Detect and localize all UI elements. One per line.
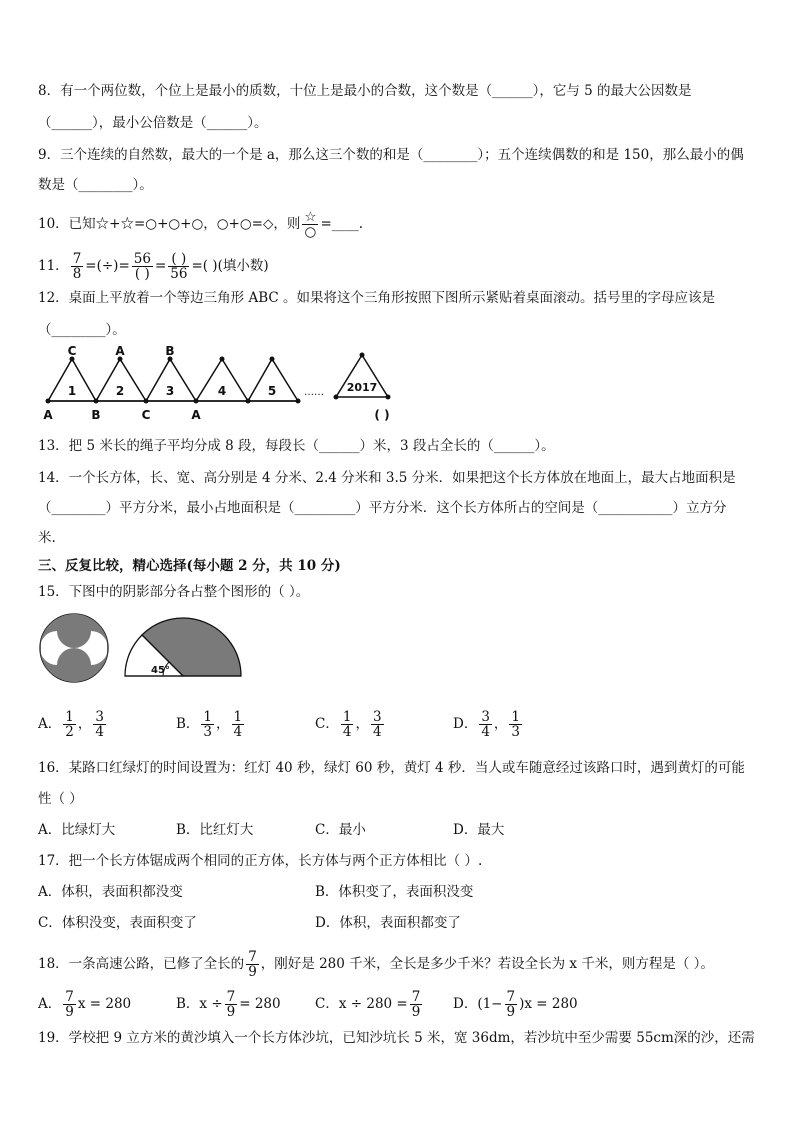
- q15-option-letter: D．: [453, 716, 478, 732]
- q11-mid-2: =: [154, 258, 167, 274]
- top-label: B: [165, 345, 175, 358]
- q15-frac: [371, 710, 384, 739]
- q18-frac-num: 7: [248, 949, 257, 965]
- q17-option-c[interactable]: C．体积没变，表面积变了: [38, 915, 197, 931]
- q18-frac: [63, 990, 76, 1019]
- q15-frac-num: 3: [95, 709, 104, 725]
- triangle-number: 1: [67, 384, 77, 398]
- q18-option-letter: B．: [176, 996, 200, 1012]
- q18-frac: [505, 990, 518, 1019]
- q15-frac: [63, 710, 76, 739]
- q16-option-d[interactable]: D．最大: [453, 822, 505, 838]
- q15-frac-num: 3: [481, 709, 490, 725]
- q18-option-letter: C．: [315, 996, 339, 1012]
- q15-option-b[interactable]: [176, 710, 246, 739]
- q11-f3-den: 56: [170, 266, 188, 282]
- vertex-dot: [46, 399, 51, 404]
- q18-frac-den: 9: [248, 964, 257, 980]
- question-14-line-2: （________）平方分米，最小占地面积是（_________）平方分米．这个长方体所占的空间是（___________）立方分: [38, 500, 727, 516]
- question-18-stem: [38, 950, 714, 979]
- q18-stem-pre: 18．一条高速公路，已修了全长的: [38, 956, 245, 972]
- q10-suffix: =____.: [320, 216, 364, 232]
- triangle-number: 4: [217, 384, 227, 398]
- question-15-stem: 15．下图中的阴影部分各占整个图形的（ ）。: [38, 584, 310, 600]
- vertex-dot: [194, 399, 199, 404]
- q18-frac-num: 7: [65, 989, 74, 1005]
- q18-frac-den: 9: [411, 1004, 421, 1020]
- q16-option-c[interactable]: C．最小: [315, 822, 366, 838]
- answer-paren: ( ): [374, 408, 390, 422]
- q15-sep: ，: [493, 716, 508, 732]
- vertex-dot: [144, 399, 149, 404]
- q15-frac: [479, 710, 492, 739]
- q15-frac: [341, 710, 354, 739]
- q15-frac-den: 3: [203, 724, 213, 740]
- q11-f3-num: ( ): [168, 252, 189, 267]
- triangle-number: 3: [165, 384, 175, 398]
- q11-fraction-1: [71, 252, 84, 281]
- q15-frac-num: 1: [342, 709, 352, 725]
- question-9-line-2: 数是（________）。: [38, 177, 153, 193]
- q18-option-text: x ÷: [199, 996, 223, 1012]
- q15-frac-den: 3: [511, 724, 521, 740]
- vertex-dot: [360, 353, 365, 358]
- q18-frac: [410, 990, 423, 1019]
- q17-option-b[interactable]: B．体积变了，表面积没变: [315, 884, 474, 900]
- top-label: C: [67, 345, 77, 358]
- triangle-2017-number: 2017: [346, 381, 378, 394]
- q18-option-letter: A．: [38, 996, 62, 1012]
- q18-frac-num: 7: [411, 989, 421, 1005]
- q11-suffix: =( )(填小数): [191, 258, 269, 274]
- q11-fraction-2: [132, 252, 153, 281]
- triangle-number: 5: [267, 384, 277, 398]
- section-3-title: 三、反复比较，精心选择(每小题 2 分，共 10 分): [38, 558, 341, 574]
- question-12-line-2: （________）。: [38, 322, 126, 338]
- q15-frac-num: 1: [203, 709, 213, 725]
- vertex-dot: [386, 395, 391, 400]
- q18-option-b[interactable]: [176, 990, 281, 1019]
- q11-fraction-3: [168, 252, 189, 281]
- q18-option-text: (1−: [477, 996, 503, 1012]
- question-14-line-3: 米.: [38, 530, 56, 546]
- q11-mid-1: =(÷)=: [85, 258, 130, 274]
- q15-frac-num: 1: [65, 709, 74, 725]
- q18-frac-den: 9: [65, 1004, 74, 1020]
- q11-f1-den: 8: [72, 266, 82, 282]
- question-16-line-1: 16．某路口红绿灯的时间设置为：红灯 40 秒，绿灯 60 秒，黄灯 4 秒．当人或车随意经过该路口时，遇到黄灯的可能: [38, 760, 745, 776]
- q15-frac-den: 4: [95, 724, 104, 740]
- vertex-dot: [334, 395, 339, 400]
- triangle-number: 2: [115, 384, 125, 398]
- q18-option-text: x = 280: [77, 996, 132, 1012]
- q15-option-c[interactable]: [315, 710, 386, 739]
- q18-option-letter: D．: [453, 996, 478, 1012]
- q15-frac-den: 4: [233, 724, 243, 740]
- q15-sep: ，: [355, 716, 369, 732]
- vertex-dot: [220, 357, 225, 362]
- vertex-dot: [94, 399, 99, 404]
- q11-f1-num: 7: [72, 251, 82, 267]
- q15-frac-num: 1: [233, 709, 243, 725]
- q17-option-d[interactable]: D．体积，表面积都变了: [315, 915, 461, 931]
- ellipsis: ……: [304, 387, 324, 398]
- vertex-dot: [296, 399, 301, 404]
- q15-frac: [93, 710, 106, 739]
- angle-label: 45°: [151, 665, 170, 676]
- q10-frac-num: ☆: [304, 209, 317, 225]
- q17-option-a[interactable]: A．体积，表面积都没变: [38, 884, 183, 900]
- q15-option-d[interactable]: [453, 710, 524, 739]
- question-17-stem: 17．把一个长方体锯成两个相同的正方体，长方体与两个正方体相比（ ）.: [38, 853, 483, 869]
- q11-prefix: 11．: [38, 258, 69, 274]
- q15-frac: [509, 710, 522, 739]
- q15-frac-num: 1: [511, 709, 521, 725]
- q11-f2-num: 56: [133, 251, 151, 267]
- q18-option-d[interactable]: [453, 990, 578, 1019]
- question-9-line-1: 9．三个连续的自然数，最大的一个是 a，那么这三个数的和是（________）；五个连续偶数的和是 150，那么最小的偶: [38, 147, 744, 163]
- q18-option-a[interactable]: [38, 990, 131, 1019]
- q15-option-letter: A．: [38, 716, 62, 732]
- question-19-line-1: 19．学校把 9 立方米的黄沙填入一个长方体沙坑，已知沙坑长 5 米，宽 36dm，若沙坑中至少需要 55cm深的沙，还需: [38, 1030, 755, 1046]
- q15-frac-den: 4: [372, 724, 382, 740]
- q11-f2-den: ( ): [134, 266, 150, 282]
- question-8-line-1: 8．有一个两位数，个位上是最小的质数，十位上是最小的合数，这个数是（______），它与 5 的最大公因数是: [38, 83, 692, 99]
- q18-frac-num: 7: [226, 989, 236, 1005]
- q18-frac-den: 9: [226, 1004, 236, 1020]
- q18-option-text: )x = 280: [519, 996, 578, 1012]
- q16-option-a[interactable]: A．比绿灯大: [38, 822, 116, 838]
- q18-frac: [225, 990, 238, 1019]
- q18-fraction: [246, 950, 259, 979]
- q15-sep: ，: [77, 716, 92, 732]
- q18-option-c[interactable]: [315, 990, 424, 1019]
- q15-frac-den: 4: [481, 724, 490, 740]
- question-12-line-1: 12．桌面上平放着一个等边三角形 ABC 。如果将这个三角形按照下图所示紧贴着桌面滚动。括号里的字母应该是: [38, 290, 716, 306]
- question-10: [38, 210, 363, 239]
- bottom-label: C: [141, 408, 151, 422]
- q18-stem-post: ，刚好是 280 千米，全长是多少千米？若设全长为 x 千米，则方程是（ ）。: [260, 956, 714, 972]
- question-11: [38, 252, 269, 281]
- bottom-label: A: [191, 408, 201, 422]
- question-13: 13．把 5 米长的绳子平均分成 8 段，每段长（______）米，3 段占全长的（______）。: [38, 438, 555, 454]
- pinwheel-circle: [40, 614, 108, 682]
- q15-sep: ，: [216, 716, 230, 732]
- shaded-figures: [38, 612, 248, 684]
- triangle-rolling-figure: [38, 345, 418, 427]
- vertex-dot: [270, 357, 275, 362]
- bottom-label: A: [43, 408, 53, 422]
- q16-option-b[interactable]: B．比红灯大: [176, 822, 254, 838]
- q15-option-a[interactable]: [38, 710, 108, 739]
- q18-frac-den: 9: [506, 1004, 516, 1020]
- bottom-label: B: [91, 408, 101, 422]
- vertex-dot: [246, 399, 251, 404]
- q18-option-text: x ÷ 280 =: [338, 996, 408, 1012]
- q18-frac-num: 7: [506, 989, 516, 1005]
- q10-fraction: [302, 210, 318, 239]
- q15-frac-den: 4: [342, 724, 352, 740]
- question-8-line-2: （______），最小公倍数是（______）。: [38, 115, 268, 131]
- q15-option-letter: C．: [315, 716, 339, 732]
- q15-frac-num: 3: [372, 709, 382, 725]
- q15-frac: [201, 710, 214, 739]
- q18-option-text: = 280: [239, 996, 281, 1012]
- q10-prefix: 10．已知☆+☆=○+○+○，○+○=◇，则: [38, 216, 301, 232]
- q15-frac-den: 2: [65, 724, 74, 740]
- question-16-line-2: 性（ ）: [38, 791, 83, 807]
- top-label: A: [115, 345, 125, 358]
- question-14-line-1: 14．一个长方体，长、宽、高分别是 4 分米、2.4 分米和 3.5 分米．如果把这个长方体放在地面上，最大占地面积是: [38, 470, 736, 486]
- q10-frac-den: ○: [304, 224, 317, 240]
- q15-option-letter: B．: [176, 716, 200, 732]
- q15-frac: [232, 710, 245, 739]
- semicircle-figure: [125, 618, 241, 676]
